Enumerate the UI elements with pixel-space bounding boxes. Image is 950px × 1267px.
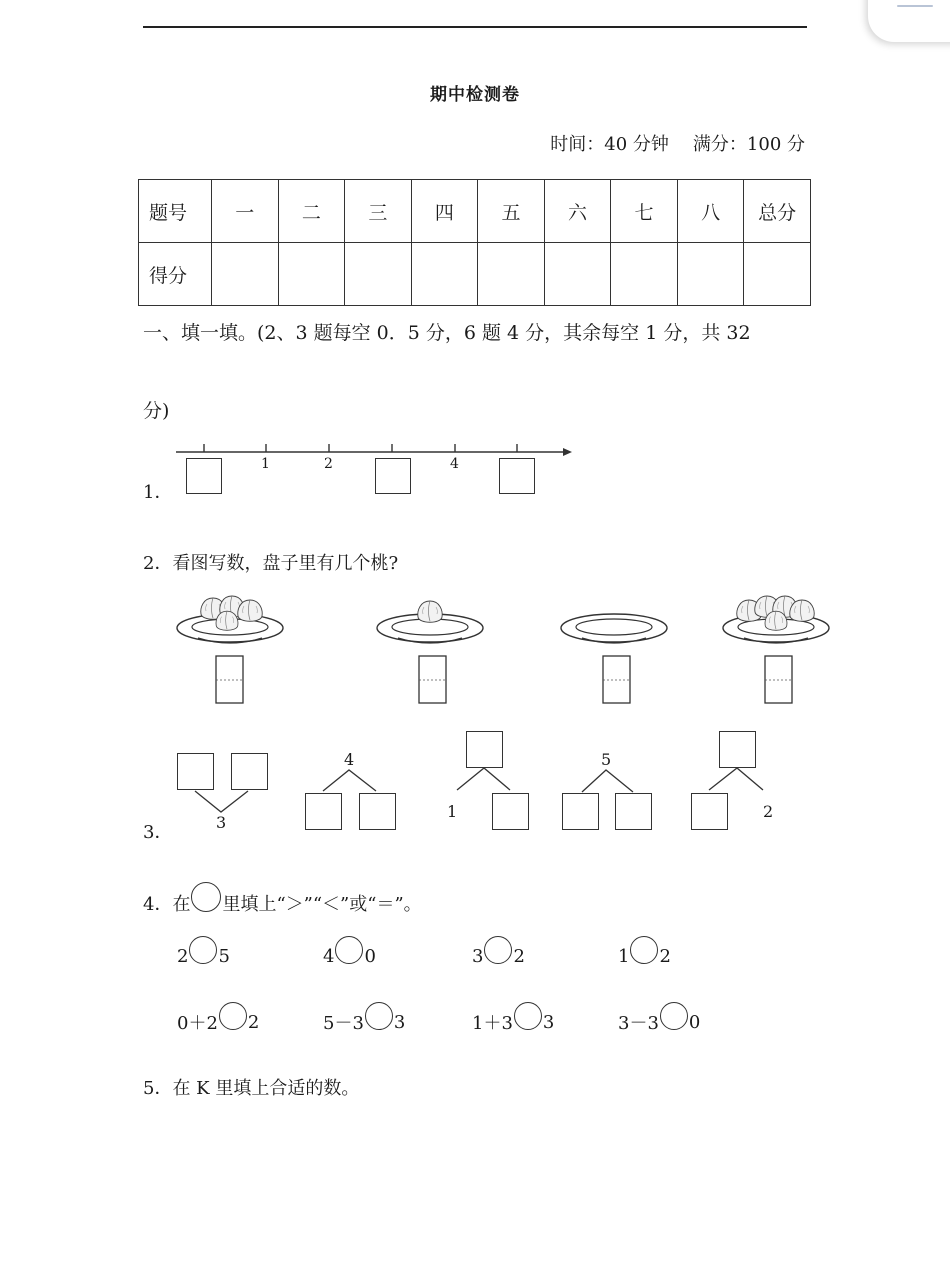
answer-box[interactable] (305, 793, 342, 830)
compare-item (472, 1008, 554, 1036)
left-operand: 3 (472, 945, 484, 967)
q5-prompt (143, 1074, 359, 1100)
q2-text: 看图写数，盘子里有几个桃? (172, 553, 399, 574)
answer-box[interactable] (177, 753, 214, 790)
compare-item (323, 942, 376, 970)
answer-circle[interactable] (219, 1002, 247, 1030)
column-header: 六 (544, 180, 611, 243)
answer-circle[interactable] (514, 1002, 542, 1030)
compare-item (618, 1008, 700, 1036)
compare-item (618, 942, 671, 970)
q5-number: 5． (143, 1078, 173, 1099)
tick-label: 2 (324, 456, 333, 472)
q3-number: 3． (143, 822, 173, 843)
q2-number: 2． (143, 553, 173, 574)
answer-box[interactable] (562, 793, 599, 830)
tree-part: 2 (763, 802, 774, 821)
circle-icon (191, 882, 221, 912)
column-header: 四 (411, 180, 478, 243)
q4-number: 4． (143, 894, 173, 915)
answer-circle[interactable] (365, 1002, 393, 1030)
right-operand: 0 (364, 945, 376, 967)
question-number-header: 题号 (139, 180, 212, 243)
answer-box[interactable] (492, 793, 529, 830)
answer-box[interactable] (615, 793, 652, 830)
column-header: 三 (345, 180, 412, 243)
answer-box[interactable] (691, 793, 728, 830)
tree-total: 5 (601, 750, 612, 769)
right-operand: 3 (542, 1011, 555, 1033)
section-heading-cont: 分) (143, 400, 170, 422)
left-operand: 1 (618, 945, 630, 967)
column-header: 七 (611, 180, 678, 243)
answer-circle[interactable] (189, 936, 217, 964)
column-header: 一 (212, 180, 279, 243)
q4-text-after: 里填上“＞”“＜”或“＝”。 (222, 894, 422, 915)
tree-total: 4 (344, 750, 355, 769)
left-operand: 3－3 (618, 1013, 659, 1034)
tree-total: 3 (216, 813, 227, 832)
right-operand: 3 (393, 1011, 406, 1033)
q4-prompt (143, 882, 422, 916)
right-operand: 2 (247, 1011, 260, 1033)
time-limit: 时间：40 分钟 (550, 134, 669, 155)
compare-item (323, 1008, 405, 1036)
answer-circle[interactable] (335, 936, 363, 964)
column-header: 八 (677, 180, 744, 243)
right-operand: 2 (513, 945, 525, 967)
tree-part: 1 (447, 802, 458, 821)
tick-label: 1 (261, 456, 270, 472)
column-header: 总分 (744, 180, 811, 243)
answer-box[interactable] (466, 731, 503, 768)
left-operand: 4 (323, 945, 335, 967)
left-operand: 2 (177, 945, 189, 967)
compare-item (177, 1008, 259, 1036)
full-score: 满分：100 分 (692, 134, 805, 155)
q5-text: 在 K 里填上合适的数。 (172, 1078, 360, 1099)
compare-item (177, 942, 230, 970)
answer-box[interactable] (719, 731, 756, 768)
compare-item (472, 942, 525, 970)
column-header: 五 (478, 180, 545, 243)
answer-box[interactable] (231, 753, 268, 790)
answer-circle[interactable] (630, 936, 658, 964)
right-operand: 5 (218, 945, 230, 967)
answer-circle[interactable] (660, 1002, 688, 1030)
section-heading: 一、填一填。(2、3 题每空 0．5 分，6 题 4 分，其余每空 1 分，共 32 (143, 322, 751, 344)
right-operand: 2 (659, 945, 671, 967)
right-operand: 0 (688, 1011, 701, 1033)
score-header: 得分 (139, 243, 212, 306)
q1-number: 1． (143, 482, 173, 503)
tick-label: 4 (450, 456, 459, 472)
tree-lines (195, 768, 763, 812)
answer-box[interactable] (359, 793, 396, 830)
page-title: 期中检测卷 (430, 85, 520, 105)
column-header: 二 (278, 180, 345, 243)
left-operand: 0＋2 (177, 1013, 218, 1034)
q4-text-before: 在 (172, 894, 191, 915)
left-operand: 1＋3 (472, 1013, 513, 1034)
left-operand: 5－3 (323, 1013, 364, 1034)
answer-circle[interactable] (484, 936, 512, 964)
